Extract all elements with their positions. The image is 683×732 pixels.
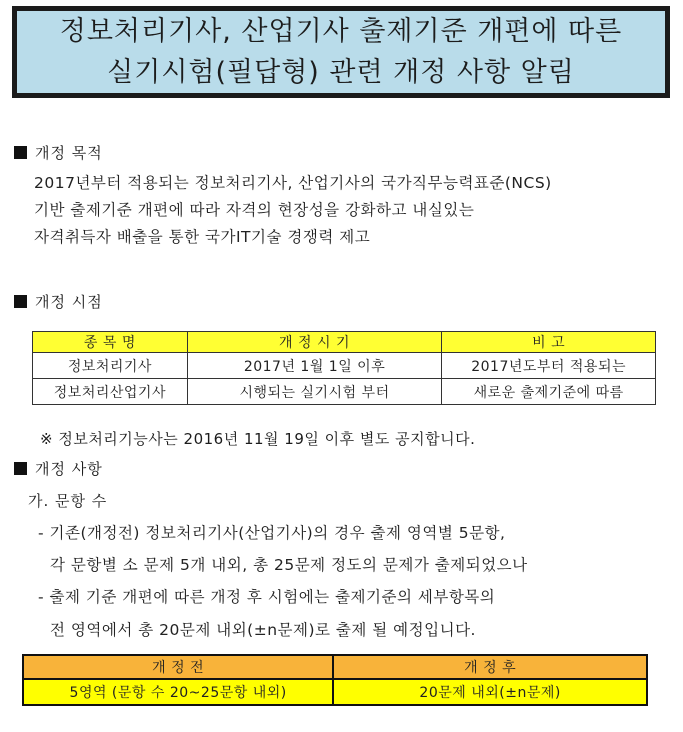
table-cell: 5영역 (문항 수 20~25문항 내외) [23,679,333,705]
changes-bullet-line: - 기존(개정전) 정보처리기사(산업기사)의 경우 출제 영역별 5문항, [38,524,506,542]
table-cell: 시행되는 실기시험 부터 [187,379,441,405]
compare-table [22,654,648,706]
table-row [33,353,656,379]
purpose-line-3: 자격취득자 배출을 통한 국가IT기술 경쟁력 제고 [34,228,371,246]
table-cell: 20문제 내외(±n문제) [333,679,647,705]
compare-header-cell: 개 정 전 [23,655,333,679]
table-cell: 정보처리기사 [33,353,188,379]
changes-bullet-line: - 출제 기준 개편에 따른 개정 후 시험에는 출제기준의 세부항목의 [38,588,496,606]
changes-bullet-line: 전 영역에서 총 20문제 내외(±n문제)로 출제 될 예정입니다. [50,621,476,639]
title-line-1: 정보처리기사, 산업기사 출제기준 개편에 따른 [59,16,623,47]
section-timing-heading [14,291,103,311]
table-cell: 2017년도부터 적용되는 [442,353,656,379]
table-row [33,379,656,405]
section-changes-heading [14,458,103,478]
black-square-icon [14,146,27,159]
timing-note: ※ 정보처리기능사는 2016년 11월 19일 이후 별도 공지합니다. [40,430,476,448]
timing-header-cell: 종 목 명 [33,332,188,353]
section-timing-label: 개정 시점 [35,292,103,311]
timing-table [32,331,656,405]
table-row [23,679,647,705]
timing-header-cell: 개 정 시 기 [187,332,441,353]
table-cell: 새로운 출제기준에 따름 [442,379,656,405]
black-square-icon [14,462,27,475]
changes-bullet-line: 각 문항별 소 문제 5개 내외, 총 25문제 정도의 문제가 출제되었으나 [50,556,528,574]
purpose-line-1: 2017년부터 적용되는 정보처리기사, 산업기사의 국가직무능력표준(NCS) [34,174,552,192]
title-line-2: 실기시험(필답형) 관련 개정 사항 알림 [107,57,575,88]
timing-header-cell: 비 고 [442,332,656,353]
compare-header-cell: 개 정 후 [333,655,647,679]
table-cell: 2017년 1월 1일 이후 [187,353,441,379]
compare-header-row [23,655,647,679]
section-purpose-heading [14,142,103,162]
table-cell: 정보처리산업기사 [33,379,188,405]
timing-table-header-row [33,332,656,353]
purpose-line-2: 기반 출제기준 개편에 따라 자격의 현장성을 강화하고 내실있는 [34,201,475,219]
black-square-icon [14,295,27,308]
section-purpose-label: 개정 목적 [35,143,103,162]
notice-title-box [12,6,670,98]
section-changes-label: 개정 사항 [35,459,103,478]
changes-subheading: 가. 문항 수 [28,492,108,510]
